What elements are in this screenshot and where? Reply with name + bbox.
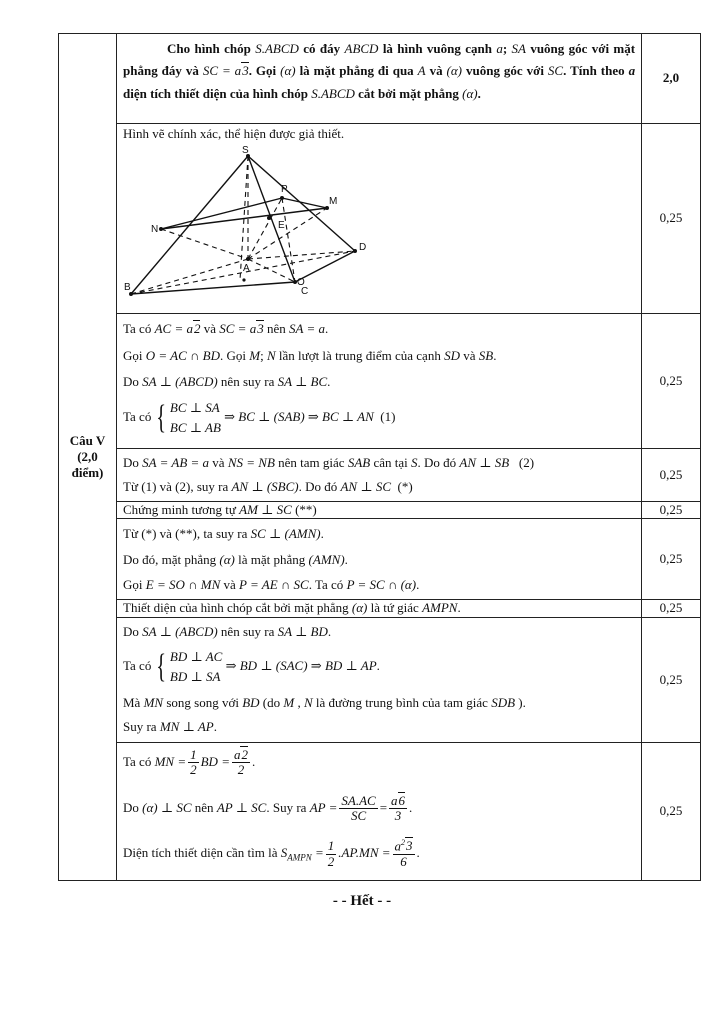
end-marker: - - Hết - -: [332, 893, 392, 909]
score-step-7: 0,25: [642, 742, 701, 880]
question-label-cell: [59, 34, 117, 881]
score-step-1: 0,25: [642, 314, 701, 449]
grading-table: [58, 33, 701, 881]
pyramid-figure: [121, 144, 381, 306]
step-row: Ta có MN = $\frac{1}{2}$ BD = $\frac{a2}{2}$ . Do (α) ⊥ SC nên AP ⊥ SC. Suy ra AP = $\frac{SA.AC}{SC}$ = $\frac{a6}{3}$ . Diện tích thiết diện cần tìm là $S_{AMPN}$ = $\frac{1}{2}$ .AP.MN = $\frac{a^23}{6}$ . 0,25: [59, 742, 701, 880]
score-figure: 0,25: [642, 124, 701, 314]
label-P: P: [281, 184, 288, 196]
label-E: E: [278, 220, 285, 232]
label-D: D: [359, 242, 367, 254]
label-S: S: [242, 145, 249, 157]
label-N: N: [151, 224, 159, 236]
figure-caption: Hình vẽ chính xác, thể hiện được giả thiết.: [123, 126, 345, 141]
total-points: 2,0: [642, 34, 701, 124]
score-step-5: 0,25: [642, 600, 701, 617]
step-row: Do SA ⊥ (ABCD) nên suy ra SA ⊥ BD. Ta có { BD ⊥ AC BD ⊥ SA ⇒ BD ⊥ (SAC) ⇒ BD ⊥ AP. Mà MN song song với BD (do M , N là đường trung bình của tam giác SDB ). Suy ra MN ⊥ AP. 0,25: [59, 617, 701, 742]
step-row: Từ (*) và (**), ta suy ra SC ⊥ (AMN). Do đó, mặt phẳng (α) là mặt phẳng (AMN). Gọi E = SO ∩ MN và P = AE ∩ SC. Ta có P = SC ∩ (α). 0,25: [59, 519, 701, 600]
label-B: B: [124, 282, 131, 294]
step-row: Do SA = AB = a và NS = NB nên tam giác SAB cân tại S. Do đó AN ⊥ SB (2) Từ (1) và (2), suy ra AN ⊥ (SBC). Do đó AN ⊥ SC (*) 0,25: [59, 449, 701, 502]
problem-row: [59, 34, 701, 124]
step-row: Thiết diện của hình chóp cắt bởi mặt phẳng (α) là tứ giác AMPN. 0,25: [59, 600, 701, 617]
score-step-3: 0,25: [642, 502, 701, 519]
figure-row: [59, 124, 701, 314]
score-step-2: 0,25: [642, 449, 701, 502]
label-A: A: [243, 263, 250, 275]
problem-statement: Cho hình chóp S.ABCD có đáy ABCD là hình vuông cạnh a; SA vuông góc với mặt phẳng đáy và SC = a3. Gọi (α) là mặt phẳng đi qua A và (α) vuông góc với SC. Tính theo a diện tích thiết diện của hình chóp S.ABCD cắt bởi mặt phẳng (α).: [117, 34, 642, 124]
step-row: Chứng minh tương tự AM ⊥ SC (**) 0,25: [59, 502, 701, 519]
label-O: O: [297, 277, 305, 289]
question-points: (2,0: [77, 448, 98, 464]
score-step-4: 0,25: [642, 519, 701, 600]
label-M: M: [329, 196, 338, 208]
question-label: Câu V: [69, 432, 106, 448]
step-row: Ta có AC = a2 và SC = a3 nên SA = a. Gọi O = AC ∩ BD. Gọi M; N lần lượt là trung điểm của cạnh SD và SB. Do SA ⊥ (ABCD) nên suy ra SA ⊥ BC. Ta có { BC ⊥ SA BC ⊥ AB ⇒ BC ⊥ (SAB) ⇒ BC ⊥ AN (1) 0,25: [59, 314, 701, 449]
score-step-6: 0,25: [642, 617, 701, 742]
label-C: C: [301, 286, 309, 298]
question-points-unit: điểm): [71, 465, 104, 481]
